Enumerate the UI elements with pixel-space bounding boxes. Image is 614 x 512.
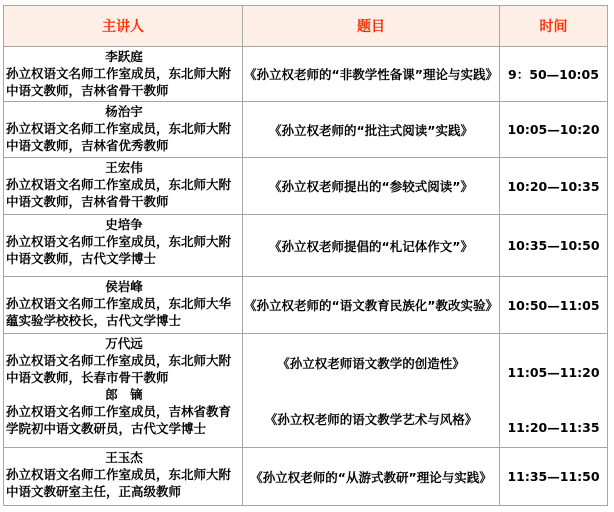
speaker-name: 侯岩峰 xyxy=(105,279,143,294)
header-speaker: 主讲人 xyxy=(3,5,243,47)
speaker-cell xyxy=(3,157,243,215)
time-cell: 10:20—10:35 xyxy=(499,157,608,215)
speaker-name: 王宏伟 xyxy=(105,160,143,175)
speaker-desc: 孙立权语文名师工作室成员，东北师大附中语文教研室主任，正高级教师 xyxy=(6,467,232,499)
topic-cell: 《孙立权老师的“语文教育民族化”教改实验》 xyxy=(242,276,500,334)
header-topic: 题目 xyxy=(242,5,500,47)
speaker-desc: 孙立权语文名师工作室成员，东北师大附中语文教师，吉林省优秀教师 xyxy=(6,121,232,153)
speaker-desc: 孙立权语文名师工作室成员，吉林省教育学院初中语文教研员，古代文学博士 xyxy=(6,404,232,436)
schedule-table xyxy=(3,5,608,506)
speaker-cell-merged xyxy=(3,333,243,448)
speaker-desc: 孙立权语文名师工作室成员，东北师大附中语文教师，古代文学博士 xyxy=(6,234,232,266)
speaker-cell xyxy=(3,46,243,102)
time-cell: 10:35—10:50 xyxy=(499,214,608,277)
time-cell-merged xyxy=(499,333,608,448)
topic-cell: 《孙立权老师的“非教学性备课”理论与实践》 xyxy=(242,46,500,102)
speaker-cell xyxy=(3,447,243,506)
speaker-name: 李跃庭 xyxy=(105,49,143,64)
topic-cell-merged xyxy=(242,333,500,448)
time-cell: 10:50—11:05 xyxy=(499,276,608,334)
topic-cell: 《孙立权老师提出的“参较式阅读”》 xyxy=(242,157,500,215)
speaker-desc: 孙立权语文名师工作室成员，东北师大华蕴实验学校校长，古代文学博士 xyxy=(6,296,232,328)
speaker-desc: 孙立权语文名师工作室成员，东北师大附中语文教师，吉林省骨干教师 xyxy=(6,177,232,209)
time-cell: 10:05—10:20 xyxy=(499,101,608,158)
speaker-cell xyxy=(3,276,243,334)
topic-text: 《孙立权老师语文教学的创造性》 xyxy=(277,356,465,371)
header-time: 时间 xyxy=(499,5,608,47)
time-cell: 9：50—10:05 xyxy=(499,46,608,102)
speaker-name: 王玉杰 xyxy=(105,450,143,465)
speaker-name: 史培争 xyxy=(105,217,143,232)
time-cell: 11:35—11:50 xyxy=(499,447,608,506)
speaker-desc: 孙立权语文名师工作室成员，东北师大附中语文教师，吉林省骨干教师 xyxy=(6,66,232,98)
speaker-name: 万代远 xyxy=(105,336,143,351)
speaker-desc: 孙立权语文名师工作室成员，东北师大附中语文教师，长春市骨干教师 xyxy=(6,353,232,385)
time-text: 11:05—11:20 xyxy=(507,365,600,380)
topic-cell: 《孙立权老师的“从游式教研”理论与实践》 xyxy=(242,447,500,506)
topic-text: 《孙立权老师的语文教学艺术与风格》 xyxy=(264,412,478,427)
topic-cell: 《孙立权老师的“批注式阅读”实践》 xyxy=(242,101,500,158)
speaker-cell xyxy=(3,101,243,158)
speaker-cell xyxy=(3,214,243,277)
time-text: 11:20—11:35 xyxy=(507,420,600,435)
speaker-name: 郎 镝 xyxy=(105,387,143,402)
speaker-name: 杨治宇 xyxy=(105,104,143,119)
topic-cell: 《孙立权老师提倡的“札记体作文”》 xyxy=(242,214,500,277)
